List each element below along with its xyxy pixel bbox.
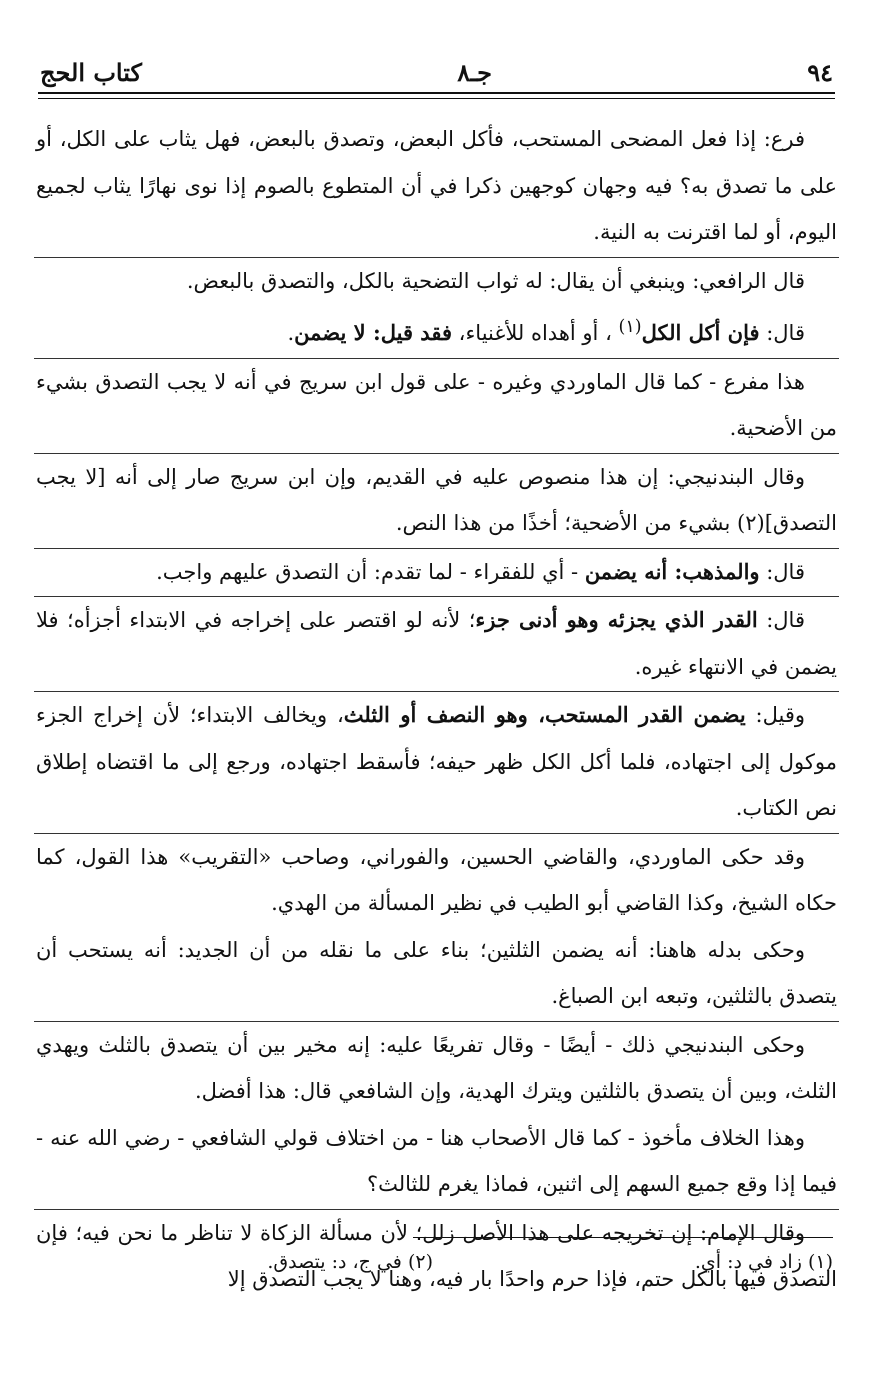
paragraph: وقد حكى الماوردي، والقاضي الحسين، والفوراني، وصاحب «التقريب» هذا القول، كما حكاه الشيخ، وكذا القاضي أبو الطيب في نظير المسألة من الهدي. — [36, 844, 837, 915]
paragraph-text: ، أو أهداه للأغنياء، — [451, 321, 619, 345]
footnote-mark: (٢) — [407, 1251, 433, 1273]
paragraph: وحكى بدله هاهنا: أنه يضمن الثلثين؛ بناء على ما نقله من أن الجديد: أنه يستحب أن يتصدق بالثلثين، وتبعه ابن الصباغ. — [36, 937, 837, 1008]
footnote-mark: (١) — [618, 317, 642, 337]
paragraph: وحكى البندنيجي ذلك - أيضًا - وقال تفريعًا عليه: إنه مخير بين أن يتصدق بالثلث ويهدي الثلث، وبين أن يتصدق بالثلثين ويترك الهدية، وإن الشافعي قال: هذا أفضل. — [36, 1032, 837, 1103]
paragraph — [36, 549, 837, 596]
paragraph: هذا مفرع - كما قال الماوردي وغيره - على قول ابن سريج في أنه لا يجب التصدق بشيء من الأضحية. — [36, 369, 837, 440]
paragraph-tail: . — [287, 321, 295, 345]
matn-text: فإن أكل الكل — [641, 320, 760, 345]
paragraph — [36, 597, 837, 690]
footnote-rule — [413, 1237, 833, 1238]
paragraph-tail: - أي للفقراء - لما تقدم: أن التصدق عليهم واجب. — [156, 559, 585, 584]
header-rule-thin — [38, 98, 835, 99]
volume-number: جـ٨ — [457, 57, 492, 87]
paragraph-lead: قال: — [759, 321, 805, 345]
page-number: ٩٤ — [807, 57, 833, 87]
footnote-1 — [433, 1248, 833, 1276]
book-title: كتاب الحج — [40, 57, 142, 87]
page-header — [40, 52, 833, 92]
footnote-2 — [133, 1248, 433, 1276]
paragraph: وقال الإمام: إن تخريجه على هذا الأصل زلل؛ لأن مسألة الزكاة لا تناظر ما نحن فيه؛ فإن التصدق فيها بالكل حتم، فإذا حرم واحدًا بار فيه، وهنا لا يجب التصدق إلا — [36, 1220, 837, 1291]
matn-text: يضمن القدر المستحب، وهو النصف أو الثلث — [343, 702, 746, 727]
matn-text: القدر الذي يجزئه وهو أدنى جزء — [475, 607, 758, 632]
paragraph-lead: قال: — [757, 608, 805, 632]
paragraph: فرع: إذا فعل المضحى المستحب، فأكل البعض، وتصدق بالبعض، فهل يثاب على الكل، أو على ما تصدق به؟ فيه وجهان كوجهين ذكرا في أن المتطوع بالصوم إذا نوى نهارًا يثاب لجميع اليوم، أو لما اقترنت به النية. — [36, 127, 837, 244]
header-rule-thick — [38, 92, 835, 94]
matn-text: والمذهب: أنه يضمن — [584, 558, 760, 584]
paragraph-tail: ، ويخالف الابتداء؛ لأن إخراج الجزء موكول إلى اجتهاده، فلما أكل الكل ظهر حيفه؛ فأسقط اجتهاده، ورجع إلى ما اقتضاه إطلاق نص الكتاب. — [36, 703, 837, 820]
footnote-text: زاد في د: أي. — [694, 1251, 802, 1273]
paragraph: وهذا الخلاف مأخوذ - كما قال الأصحاب هنا - من اختلاف قولي الشافعي - رضي الله عنه - فيما إذا وقع جميع السهم إلى اثنين، فماذا يغرم للثالث؟ — [36, 1125, 837, 1196]
footnotes — [40, 1248, 833, 1276]
paragraph — [36, 692, 837, 832]
paragraph-lead: وقيل: — [745, 703, 806, 727]
paragraph-lead: قال: — [759, 559, 805, 584]
footnote-mark: (١) — [807, 1251, 833, 1273]
paragraph: وقال البندنيجي: إن هذا منصوص عليه في القديم، وإن ابن سريج صار إلى أنه [لا يجب التصدق](٢) بشيء من الأضحية؛ أخذًا من هذا النص. — [36, 464, 837, 535]
paragraph: قال الرافعي: وينبغي أن يقال: له ثواب التضحية بالكل، والتصدق بالبعض. — [186, 268, 805, 293]
main-text — [36, 116, 837, 1303]
paragraph-tail: ؛ لأنه لو اقتصر على إخراجه في الابتداء أجزأه؛ فلا يضمن في الانتهاء غيره. — [36, 608, 837, 679]
matn-text: فقد قيل: لا يضمن — [294, 320, 452, 345]
paragraph — [36, 304, 837, 357]
footnote-text: في ج، د: يتصدق. — [267, 1251, 402, 1273]
